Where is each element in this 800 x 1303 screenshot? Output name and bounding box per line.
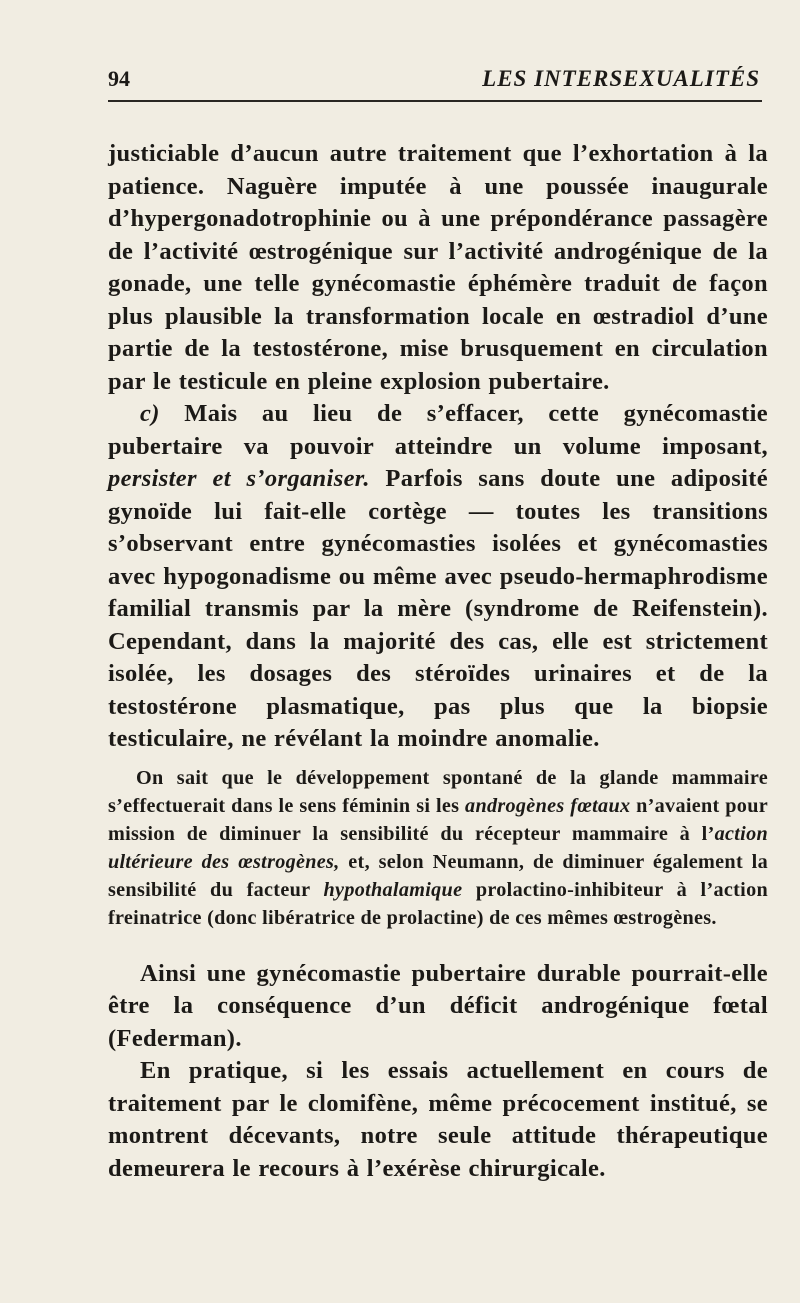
paragraph-continuation <box>108 138 768 398</box>
emphasis-text: action ultérieure des œstrogènes, <box>108 822 768 873</box>
paragraph-text: Parfois sans doute une adiposité gynoïde lui fait-elle cortège — toutes les transitions s’observant entre gynécomasties isolées et gynécomasties avec hypogonadisme ou même avec pseudo-hermaphrodisme familial transmis par la mère (syndrome de Reifenstein). Cependant, dans la majorité des cas, elle est strictement isolée, les dosages des stéroïdes urinaires et de la testostérone plasmatique, pas plus que la biopsie testiculaire, ne révélant la moindre anomalie. <box>108 465 768 752</box>
page-number: 94 <box>108 66 130 91</box>
paragraph-en-pratique <box>108 1055 768 1185</box>
text-body <box>108 138 768 1185</box>
list-marker: c) <box>140 400 160 427</box>
paragraph-text: justiciable d’aucun autre traitement que l’exhortation à la patience. Naguère imputée à une poussée inaugurale d’hypergonadotrophinie ou à une prépondérance passagère de l’activité œstrogénique sur l’activité androgénique de la gonade, une telle gynécomastie éphémère traduit de façon plus plausible la transformation locale en œstradiol d’une partie de la testostérone, mise brusquement en circulation par le testicule en pleine explosion pubertaire. <box>108 140 768 395</box>
paragraph-text: Mais au lieu de s’effacer, cette gynécomastie pubertaire va pouvoir atteindre un volume imposant, <box>108 400 768 460</box>
running-head <box>108 66 760 96</box>
paragraph-text: En pratique, si les essais actuellement en cours de traitement par le clomifène, même précocement institué, se montrent décevants, notre seule attitude thérapeutique demeurera le recours à l’exérèse chirurgicale. <box>108 1057 768 1182</box>
note-paragraph <box>108 764 768 932</box>
paragraph-ainsi <box>108 958 768 1056</box>
emphasis-text: androgènes fœtaux <box>465 794 631 817</box>
note-text: et, selon Neumann, de diminuer également la sensibilité du facteur <box>108 850 768 901</box>
note-text: n’avaient pour mission de diminuer la sensibilité du récepteur mammaire à l’ <box>108 794 768 845</box>
paragraph-c <box>108 398 768 756</box>
header-rule <box>108 100 762 102</box>
emphasis-text: persister et s’organiser. <box>108 465 370 492</box>
emphasis-text: hypothalamique <box>323 878 463 901</box>
note-text: prolactino-inhibiteur à l’action freinatrice (donc libératrice de prolactine) de ces mêmes œstrogènes. <box>108 878 768 929</box>
running-title: LES INTERSEXUALITÉS <box>482 66 760 91</box>
note-text: On sait que le développement spontané de la glande mammaire s’effectuerait dans le sens féminin si les <box>108 766 768 817</box>
paragraph-text: Ainsi une gynécomastie pubertaire durable pourrait-elle être la conséquence d’un déficit androgénique fœtal (Federman). <box>108 959 768 1052</box>
